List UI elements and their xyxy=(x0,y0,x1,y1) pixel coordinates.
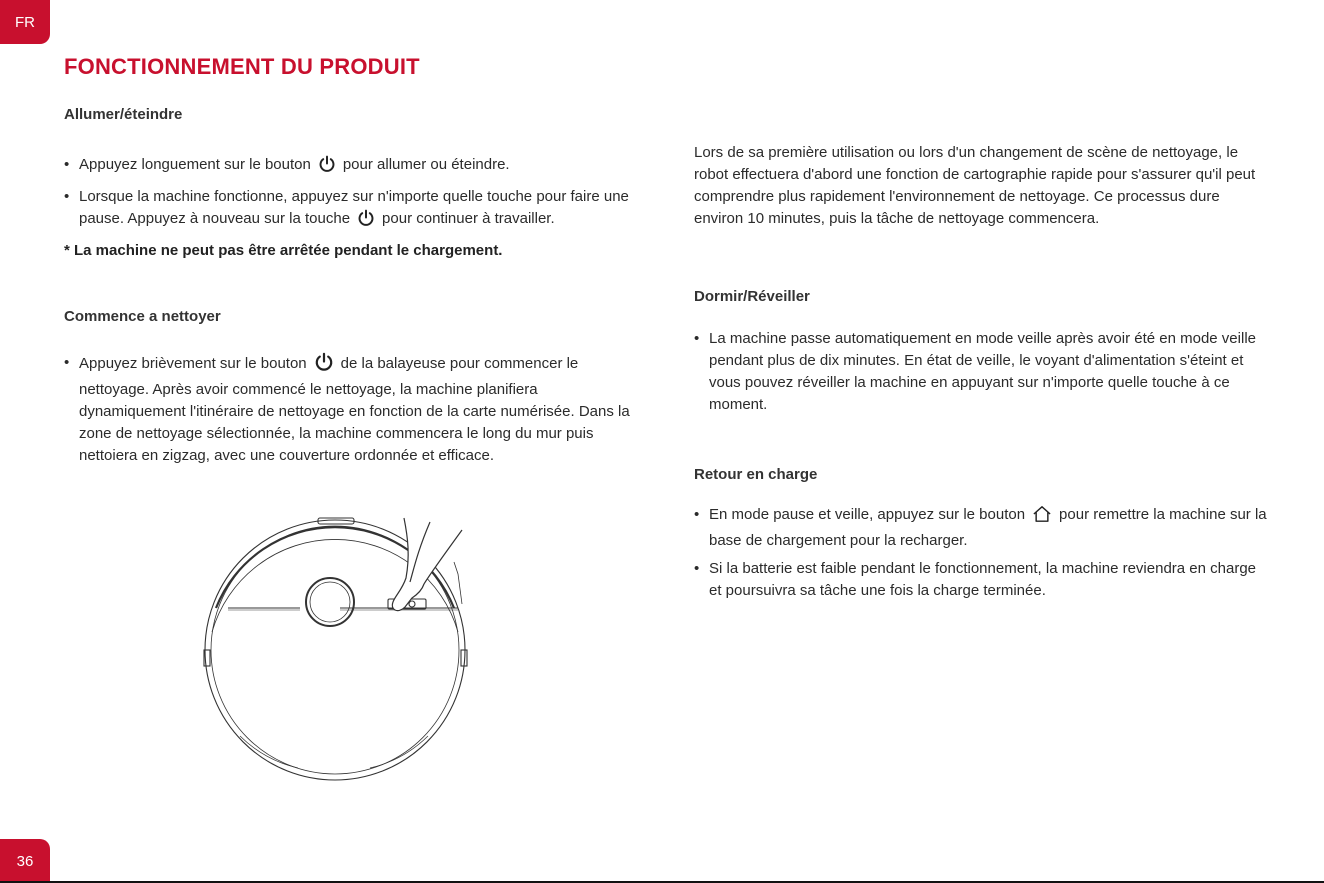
power-icon xyxy=(357,209,375,234)
section-sleep-wake xyxy=(694,286,1269,416)
power-icon xyxy=(318,155,336,180)
section-heading-return-charge: Retour en charge xyxy=(694,466,818,483)
clean-list xyxy=(64,352,644,467)
mapping-intro: Lors de sa première utilisation ou lors d'un changement de scène de nettoyage, le robot effectuera d'abord une fonction de cartographie rapide pour s'assurer qu'il peut comprendre plus rapidement l'environnement de nettoyage. Ce processus dure environ 10 minutes, puis la tâche de nettoyage commencera. xyxy=(694,144,1256,227)
list-item: • Appuyez brièvement sur le bouton de la balayeuse pour commencer le nettoyage. Après avoir commencé le nettoyage, la machine planifiera dynamiquement l'itinéraire de nettoyage en fonction de la carte numérisée. Dans la zone de nettoyage sélectionnée, la machine commencera le long du mur puis nettoiera en zigzag, avec une couverture ordonnée et efficace. xyxy=(64,352,644,467)
section-start-cleaning xyxy=(64,306,644,467)
left-column xyxy=(64,104,644,467)
page-number-tab: 36 xyxy=(0,839,50,883)
charge-list xyxy=(694,504,1269,602)
section-heading-start-cleaning: Commence a nettoyer xyxy=(64,308,221,325)
section-heading-power: Allumer/éteindre xyxy=(64,106,183,123)
list-item: • La machine passe automatiquement en mode veille après avoir été en mode veille pendant plus de dix minutes. En état de veille, le voyant d'alimentation s'éteint et vous pouvez réveiller la machine en appuyant sur n'importe quelle touche à ce moment. xyxy=(694,328,1269,416)
list-item: • Si la batterie est faible pendant le fonctionnement, la machine reviendra en charge et poursuivra sa tâche une fois la charge terminée. xyxy=(694,558,1269,602)
list-item: • En mode pause et veille, appuyez sur le bouton pour remettre la machine sur la base de chargement pour la recharger. xyxy=(694,504,1269,552)
section-heading-sleep-wake: Dormir/Réveiller xyxy=(694,288,810,305)
sleep-list xyxy=(694,328,1269,416)
right-column xyxy=(694,142,1269,602)
power-icon xyxy=(314,352,334,379)
section-power xyxy=(64,104,644,262)
power-list xyxy=(64,154,644,234)
home-icon xyxy=(1032,505,1052,530)
robot-vacuum-illustration xyxy=(200,510,490,800)
section-return-charge xyxy=(694,464,1269,602)
list-item: • Appuyez longuement sur le bouton pour allumer ou éteindre. xyxy=(64,154,644,180)
list-item: • Lorsque la machine fonctionne, appuyez sur n'importe quelle touche pour faire une pause. Appuyez à nouveau sur la touche pour continuer à travailler. xyxy=(64,186,644,234)
language-tab: FR xyxy=(0,0,50,44)
page-title: FONCTIONNEMENT DU PRODUIT xyxy=(64,54,420,79)
charging-note: * La machine ne peut pas être arrêtée pendant le chargement. xyxy=(64,242,503,259)
